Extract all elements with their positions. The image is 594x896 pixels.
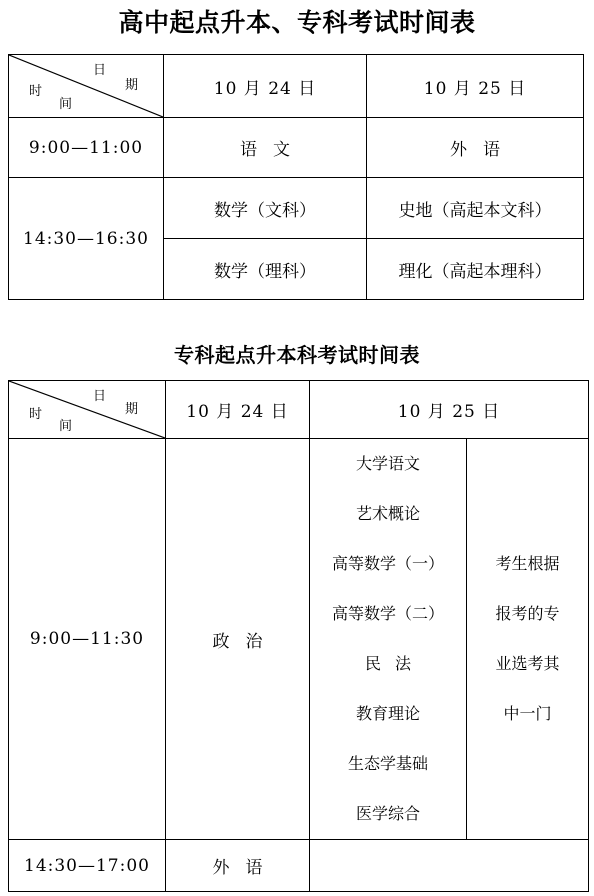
corner-label-time-2: 间	[59, 419, 73, 434]
corner-label-date-2: 期	[125, 78, 139, 93]
corner-label-date-2: 期	[125, 402, 139, 417]
subject-cell: 政治	[166, 439, 310, 840]
time-cell: 9:00—11:30	[9, 439, 166, 840]
subject-cell: 数学（理科）	[164, 239, 367, 300]
subject-cell: 语文	[164, 118, 367, 178]
subject-cell: 史地（高起本文科）	[367, 178, 584, 239]
list-item: 艺术概论	[355, 504, 420, 523]
diagonal-header-cell	[9, 55, 164, 118]
diagonal-header-cell	[9, 381, 166, 439]
table-header-row	[9, 55, 584, 118]
corner-label-time-1: 时	[29, 84, 43, 99]
corner-label-date-1: 日	[93, 389, 107, 404]
time-cell: 14:30—17:00	[9, 840, 166, 892]
list-item: 大学语文	[355, 454, 420, 473]
table-header-row	[9, 381, 589, 439]
subject-cell: 理化（高起本理科）	[367, 239, 584, 300]
table-row	[9, 840, 589, 892]
subject-cell: 数学（文科）	[164, 178, 367, 239]
schedule-table-1	[8, 54, 584, 300]
subject-cell: 外语	[367, 118, 584, 178]
list-item: 民法	[364, 654, 425, 673]
page-title-2: 专科起点升本科考试时间表	[174, 343, 420, 367]
time-cell: 14:30—16:30	[9, 178, 164, 300]
subject-cell: 外语	[166, 840, 310, 892]
date-header-2: 10 月 25 日	[367, 55, 584, 118]
note-line: 中一门	[503, 704, 552, 723]
corner-label-date-1: 日	[93, 63, 107, 78]
empty-cell	[310, 840, 589, 892]
list-item: 生态学基础	[347, 754, 428, 773]
elective-subjects-cell	[310, 439, 467, 840]
page-title-1: 高中起点升本、专科考试时间表	[118, 8, 476, 37]
note-line: 考生根据	[495, 554, 560, 573]
schedule-table-2	[8, 380, 589, 892]
list-item: 教育理论	[355, 704, 420, 723]
corner-label-time-2: 间	[59, 97, 73, 112]
table-row	[9, 178, 584, 239]
table-row	[9, 439, 589, 840]
list-item: 高等数学（一）	[331, 554, 444, 573]
list-item: 医学综合	[355, 804, 420, 823]
date-header-1: 10 月 24 日	[166, 381, 310, 439]
date-header-2: 10 月 25 日	[310, 381, 589, 439]
note-line: 报考的专	[495, 604, 560, 623]
time-cell: 9:00—11:00	[9, 118, 164, 178]
corner-label-time-1: 时	[29, 407, 43, 422]
note-cell	[467, 439, 589, 840]
table-row	[9, 118, 584, 178]
date-header-1: 10 月 24 日	[164, 55, 367, 118]
note-line: 业选考其	[495, 654, 560, 673]
list-item: 高等数学（二）	[331, 604, 444, 623]
